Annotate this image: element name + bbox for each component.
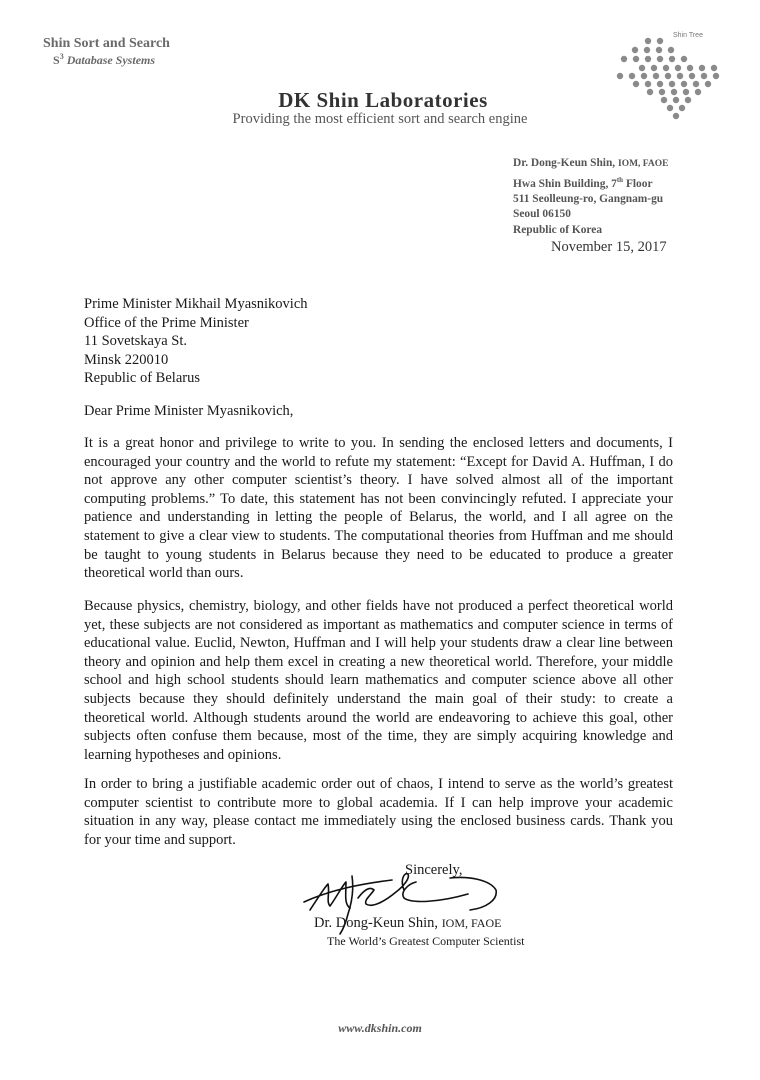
logo-dot (693, 81, 699, 87)
sender-country: Republic of Korea (513, 223, 603, 236)
footer-website-link[interactable]: www.dkshin.com (338, 1021, 422, 1035)
signer-name: Dr. Dong-Keun Shin, (314, 915, 439, 931)
sender-building: Hwa Shin Building, 7 (513, 177, 617, 190)
logo-dot (681, 56, 687, 62)
logo-dot (657, 81, 663, 87)
sender-building-line (513, 173, 669, 192)
logo-dot (711, 65, 717, 71)
logo-dot (677, 73, 683, 79)
sender-address (513, 156, 669, 238)
body-paragraph-1: It is a great honor and privilege to write to you. In sending the enclosed letters and documents, I encouraged your country and the world to refute my statement: “Except for David A. Huffman, I do not approve any other computer scientist’s theory. I have solved almost all of the important computing problems.” To date, this statement has not been convincingly refuted. I appreciate your patience and understanding in letting the people of Belarus, the world, and I all agree on the statement to give a clear view to students. The computational theories from Huffman and me should be taught to young students in Belarus because they need to be educated to produce a greater theoretical world than ours. (84, 435, 673, 582)
brand-name: Shin Sort and Search (43, 36, 170, 51)
logo-dot (651, 65, 657, 71)
logo-dot (675, 65, 681, 71)
signer-title: The World’s Greatest Computer Scientist (327, 934, 525, 948)
logo-label: Shin Tree (673, 32, 703, 39)
sender-floor: Floor (625, 177, 653, 190)
recipient-street: 11 Sovetskaya St. (84, 333, 187, 349)
logo-dot (653, 73, 659, 79)
logo-dot (665, 73, 671, 79)
body-paragraph-3: In order to bring a justifiable academic order out of chaos, I intend to serve as the world’s greatest computer scientist to contribute more to global academia. If I can help improve your academic situation in any way, please contact me immediately using the enclosed business cards. Thank you for your time and support. (84, 776, 673, 848)
logo-dot (639, 65, 645, 71)
logo-dot (633, 56, 639, 62)
recipient-country: Republic of Belarus (84, 370, 200, 386)
logo-dot (681, 81, 687, 87)
logo-dot (669, 56, 675, 62)
recipient-name: Prime Minister Mikhail Myasnikovich (84, 296, 308, 312)
logo-dot (629, 73, 635, 79)
signer-credentials: IOM, FAOE (441, 916, 502, 930)
recipient-address (84, 295, 308, 388)
logo-dot (705, 81, 711, 87)
logo-dot (687, 65, 693, 71)
brand-s3: S (53, 53, 60, 67)
logo-dot (699, 65, 705, 71)
letterhead-tagline: Providing the most efficient sort and search engine (232, 111, 528, 127)
logo-dot (641, 73, 647, 79)
sender-city: Seoul 06150 (513, 208, 571, 221)
logo-dot (644, 47, 650, 53)
logo-dot (645, 56, 651, 62)
salutation: Dear Prime Minister Myasnikovich, (84, 403, 294, 419)
sender-credentials: IOM, FAOE (618, 159, 669, 169)
body-paragraph-2: Because physics, chemistry, biology, and other fields have not produced a perfect theoretical world yet, these subjects are not considered as important as mathematics and computer science in terms of educational value. Euclid, Newton, Huffman and I will help your students draw a clear line between theory and opinion and help them excel in creating a new theoretical world. Therefore, your middle school and high school students should learn mathematics and computer science above all other subjects because they should definitely understand the main goal of their study: to create a theoretical world. Although students around the world are endeavoring to achieve this goal, other subjects often confuse them because, most of the time, they are simply acquiring knowledge and learning hypotheses and opinions. (84, 598, 673, 763)
logo-dot (701, 73, 707, 79)
closing: Sincerely, (405, 862, 463, 878)
sender-name-line (513, 156, 669, 173)
sender-floor-sup: th (616, 175, 624, 184)
logo-dot (663, 65, 669, 71)
letter-date: November 15, 2017 (551, 239, 667, 255)
letterhead-title: DK Shin Laboratories (278, 88, 488, 112)
logo-dot (657, 38, 663, 44)
logo-dot (669, 81, 675, 87)
logo-dot (633, 81, 639, 87)
brand-s3-sup: 3 (59, 52, 64, 61)
brand-sub-text: Database Systems (66, 53, 156, 67)
logo-dot (632, 47, 638, 53)
logo-dot (668, 47, 674, 53)
sender-street: 511 Seolleung-ro, Gangnam-gu (513, 192, 664, 205)
logo-dot (645, 38, 651, 44)
logo-dot (657, 56, 663, 62)
logo-dot (656, 47, 662, 53)
logo-dot (689, 73, 695, 79)
logo-dot (617, 73, 623, 79)
brand-subtitle (53, 52, 155, 68)
recipient-city: Minsk 220010 (84, 351, 169, 368)
logo-dot (713, 73, 719, 79)
recipient-office: Office of the Prime Minister (84, 314, 249, 331)
logo-dot (645, 81, 651, 87)
logo-dot (621, 56, 627, 62)
signer-name-line (314, 915, 501, 932)
sender-name: Dr. Dong-Keun Shin, (513, 157, 616, 169)
